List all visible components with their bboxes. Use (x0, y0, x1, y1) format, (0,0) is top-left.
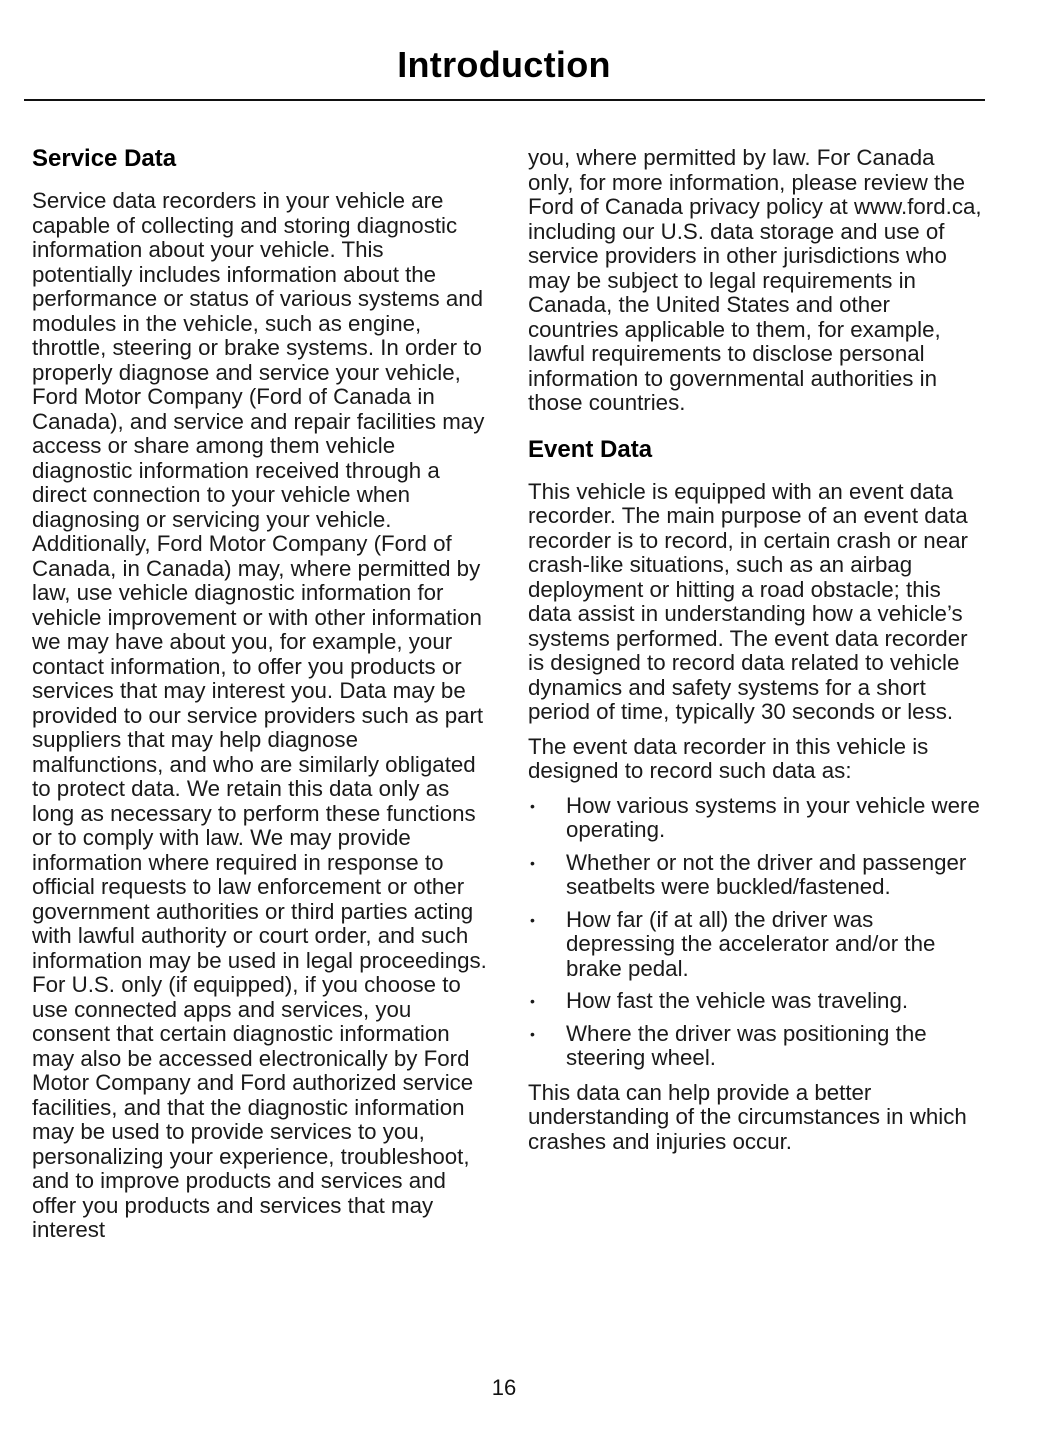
right-column (528, 146, 984, 1164)
left-column (32, 143, 488, 1253)
bullet-icon: • (530, 854, 535, 871)
list-item (528, 794, 984, 843)
list-item-text: Where the driver was positioning the steering wheel. (566, 1020, 927, 1070)
list-item (528, 989, 984, 1014)
section-heading-service-data: Service Data (32, 145, 177, 172)
header-divider (24, 99, 985, 101)
event-data-paragraph-1: This vehicle is equipped with an event data recorder. The main purpose of an event data recorder is to record, in certain crash or near crash-like situations, such as an airbag deployment or hitting a road obstacle; this data assist in understanding how a vehicle’s systems performed. The event data recorder is designed to record data related to vehicle dynamics and safety systems for a short period of time, typically 30 seconds or less. (528, 478, 968, 724)
event-data-paragraph-3: This data can help provide a better understanding of the circumstances in which crashes and injuries occur. (528, 1079, 967, 1154)
page-title: Introduction (397, 44, 611, 85)
page-number: 16 (491, 1375, 517, 1400)
bullet-icon: • (530, 797, 535, 814)
list-item (528, 1022, 984, 1071)
bullet-icon: • (530, 993, 535, 1009)
section-heading-event-data: Event Data (528, 435, 653, 463)
list-item-text: How fast the vehicle was traveling. (566, 988, 909, 1013)
service-data-paragraph: Service data recorders in your vehicle are capable of collecting and storing diagnostic information about your vehicle. This potentially includes information about the performance or status of various systems and modules in the vehicle, such as engine, throttle, steering or brake systems. In order to properly diagnose and service your vehicle, Ford Motor Company (Ford of Canada in Canada), and service and repair facilities may access or share among them vehicle diagnostic information received through a direct connection to your vehicle when diagnosing or servicing your vehicle. Additionally, Ford Motor Company (Ford of Canada, in Canada) may, where permitted by law, use vehicle diagnostic information for vehicle improvement or with other information we may have about you, for example, your contact information, to offer you products or services that may interest you. Data may be provided to our service providers such as part suppliers that may help diagnose malfunctions, and who are similarly obligated to protect data. We retain this data only as long as necessary to perform these functions or to comply with law. We may provide information where required in response to official requests to law enforcement or other government authorities or third parties acting with lawful authority or court order, and such information may be used in legal proceedings. For U.S. only (if equipped), if you choose to use connected apps and services, you consent that certain diagnostic information may also be accessed electronically by Ford Motor Company and Ford authorized service facilities, and that the diagnostic information may be used to provide services to you, personalizing your experience, troubleshoot, and to improve products and services and offer you products and services that may interest (32, 188, 487, 1242)
list-item-text: How various systems in your vehicle were operating. (566, 792, 980, 842)
list-item (528, 851, 984, 900)
event-data-list (528, 794, 984, 1071)
list-item-text: How far (if at all) the driver was depressing the accelerator and/or the brake pedal. (566, 906, 936, 981)
event-data-paragraph-2: The event data recorder in this vehicle is designed to record such data as: (528, 733, 929, 783)
service-data-continuation: you, where permitted by law. For Canada only, for more information, please review the Ford of Canada privacy policy at www.ford.ca, including our U.S. data storage and use of service providers in other jurisdictions who may be subject to legal requirements in Canada, the United States and other countries applicable to them, for example, lawful requirements to disclose personal information to governmental authorities in those countries. (528, 145, 982, 415)
bullet-icon: • (530, 1025, 535, 1042)
list-item-text: Whether or not the driver and passenger seatbelts were buckled/fastened. (566, 849, 967, 899)
list-item (528, 908, 984, 982)
bullet-icon: • (530, 911, 535, 928)
